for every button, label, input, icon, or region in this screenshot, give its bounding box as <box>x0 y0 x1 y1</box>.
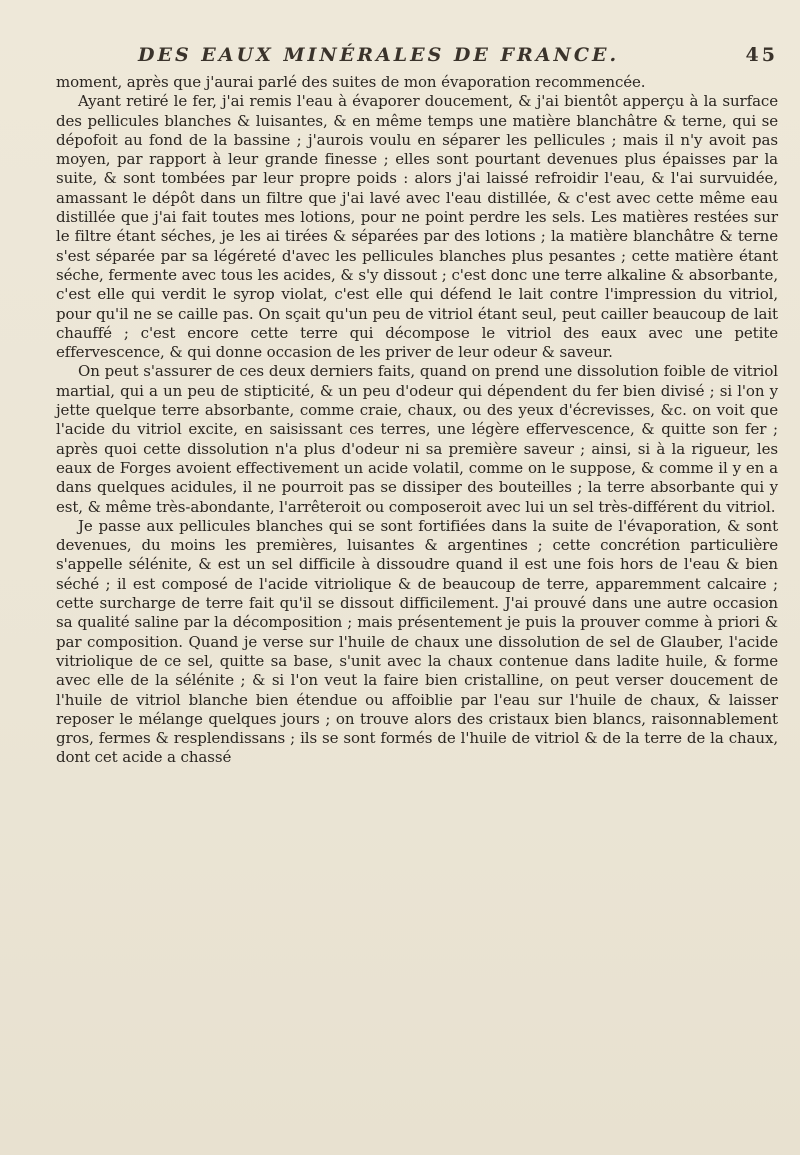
running-title: DES EAUX MINÉRALES DE FRANCE. <box>138 44 620 66</box>
body-text <box>56 73 778 768</box>
paragraph: Ayant retiré le fer, j'ai remis l'eau à évaporer doucement, & j'ai bientôt apperçu à la surface des pellicules blanches & luisantes, & en même temps une matière blanchâtre & terne, qui se dépofoit au fond de la bassine ; j'aurois voulu en séparer les pellicules ; mais il n'y avoit pas moyen, par rapport à leur grande finesse ; elles sont pourtant devenues plus épaisses par la suite, & sont tombées par leur propre poids : alors j'ai laissé refroidir l'eau, & l'ai survuidée, amassant le dépôt dans un filtre que j'ai lavé avec l'eau distillée, & c'est avec cette même eau distillée que j'ai fait toutes mes lotions, pour ne point perdre les sels. Les matières restées sur le filtre étant séches, je les ai tirées & séparées par des lotions ; la matière blanchâtre & terne s'est séparée par sa légéreté d'avec les pellicules blanches plus pesantes ; cette matière étant séche, fermente avec tous les acides, & s'y dissout ; c'est donc une terre alkaline & absorbante, c'est elle qui verdit le syrop violat, c'est elle qui défend le lait contre l'impression du vitriol, pour qu'il ne se caille pas. On sçait qu'un peu de vitriol étant seul, peut cailler beaucoup de lait chauffé ; c'est encore cette terre qui décompose le vitriol des eaux avec une petite effervescence, & qui donne occasion de les priver de leur odeur & saveur. <box>56 92 778 362</box>
running-header <box>138 44 778 72</box>
paragraph: moment, après que j'aurai parlé des suites de mon évaporation recommencée. <box>56 73 646 91</box>
paragraph: Je passe aux pellicules blanches qui se sont fortifiées dans la suite de l'évaporation, & sont devenues, du moins les premières, luisantes & argentines ; cette concrétion particulière s'appelle sélénite, & est un sel difficile à dissoudre quand il est une fois hors de l'eau & bien séché ; il est composé de l'acide vitriolique & de beaucoup de terre, apparemment calcaire ; cette surcharge de terre fait qu'il se dissout difficilement. J'ai prouvé dans une autre occasion sa qualité saline par la décomposition ; mais présentement je puis la prouver comme à priori & par composition. Quand je verse sur l'huile de chaux une dissolution de sel de Glauber, l'acide vitriolique de ce sel, quitte sa base, s'unit avec la chaux contenue dans ladite huile, & forme avec elle de la sélénite ; & si l'on veut la faire bien cristalline, on peut verser doucement de l'huile de vitriol blanche bien étendue ou affoiblie par l'eau sur l'huile de chaux, & laisser reposer le mélange quelques jours ; on trouve alors des cristaux bien blancs, raisonnablement gros, fermes & resplendissans ; ils se sont formés de l'huile de vitriol & de la terre de la chaux, dont cet acide a chassé <box>56 516 778 767</box>
page-number: 45 <box>745 44 778 66</box>
paragraph: On peut s'assurer de ces deux derniers faits, quand on prend une dissolution foible de vitriol martial, qui a un peu de stipticité, & un peu d'odeur qui dépendent du fer bien divisé ; si l'on y jette quelque terre absorbante, comme craie, chaux, ou des yeux d'écrevisses, &c. on voit que l'acide du vitriol excite, en saisissant ces terres, une légère effervescence, & quitte son fer ; après quoi cette dissolution n'a plus d'odeur ni sa première saveur ; ainsi, si à la rigueur, les eaux de Forges avoient effectivement un acide volatil, comme on le suppose, & comme il y en a dans quelques acidules, il ne pourroit pas se dissiper des bouteilles ; la terre absorbante qui y est, & même très-abondante, l'arrêteroit ou composeroit avec lui un sel très-différent du vitriol. <box>56 362 778 516</box>
